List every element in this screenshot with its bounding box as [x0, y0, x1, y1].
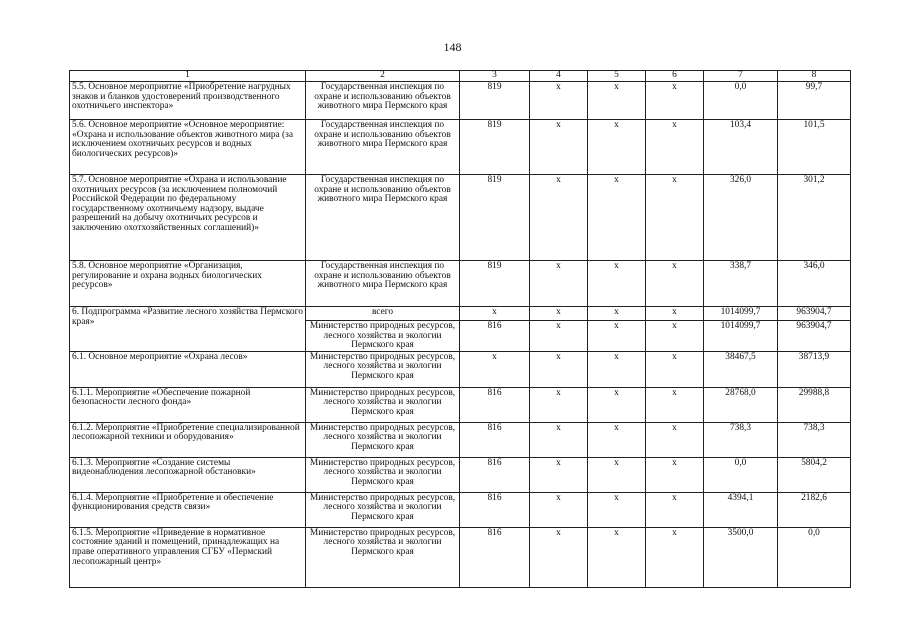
code-cell: 819 [460, 120, 530, 175]
amount-cell: 1014099,7 [704, 307, 778, 321]
table-row [70, 261, 851, 307]
table-row [70, 307, 851, 321]
cell: х [646, 82, 704, 120]
code-cell: 816 [460, 527, 530, 587]
amount-cell: 963904,7 [778, 321, 851, 352]
activity-name: 6.1.2. Мероприятие «Приобретение специализированной лесопожарной техники и оборудования» [70, 422, 306, 457]
amount-cell: 0,0 [704, 457, 778, 492]
amount-cell: 1014099,7 [704, 321, 778, 352]
cell: х [646, 527, 704, 587]
responsible-agency: Государственная инспекция по охране и использованию объектов животного мира Пермского края [306, 120, 460, 175]
column-header: 4 [530, 71, 588, 82]
amount-cell: 738,3 [778, 422, 851, 457]
amount-cell: 38467,5 [704, 351, 778, 387]
activity-name: 5.5. Основное мероприятие «Приобретение нагрудных знаков и бланков удостоверений производственного охотничьего инспектора» [70, 82, 306, 120]
activity-name: 6.1.4. Мероприятие «Приобретение и обеспечение функционирования средств связи» [70, 492, 306, 527]
responsible-agency: Государственная инспекция по охране и использованию объектов животного мира Пермского края [306, 261, 460, 307]
column-header: 2 [306, 71, 460, 82]
amount-cell: 0,0 [704, 82, 778, 120]
column-header: 5 [588, 71, 646, 82]
activity-name: 5.8. Основное мероприятие «Организация, регулирование и охрана водных биологических ресурсов» [70, 261, 306, 307]
cell: х [646, 422, 704, 457]
cell: х [588, 387, 646, 422]
table-header-row [70, 71, 851, 82]
column-header: 3 [460, 71, 530, 82]
code-cell: 819 [460, 261, 530, 307]
amount-cell: 338,7 [704, 261, 778, 307]
cell: х [530, 492, 588, 527]
cell: х [530, 307, 588, 321]
activity-name: 6.1.5. Мероприятие «Приведение в нормативное состояние зданий и помещений, принадлежащих на праве оперативного управления СГБУ «Пермский лесопожарный центр» [70, 527, 306, 587]
cell: х [530, 321, 588, 352]
activity-name: 5.6. Основное мероприятие «Основное мероприятие: «Охрана и использование объектов животного мира (за исключением охотничьих ресурсов и водных биологических ресурсов)» [70, 120, 306, 175]
cell: х [646, 492, 704, 527]
table-row [70, 120, 851, 175]
table-row [70, 492, 851, 527]
cell: х [588, 82, 646, 120]
cell: х [588, 422, 646, 457]
table-row [70, 457, 851, 492]
amount-cell: 29988,8 [778, 387, 851, 422]
responsible-agency: Министерство природных ресурсов, лесного хозяйства и экологии Пермского края [306, 321, 460, 352]
cell: х [646, 120, 704, 175]
table-row [70, 175, 851, 261]
amount-cell: 3500,0 [704, 527, 778, 587]
amount-cell: 301,2 [778, 175, 851, 261]
amount-cell: 738,3 [704, 422, 778, 457]
column-header: 8 [778, 71, 851, 82]
cell: х [530, 422, 588, 457]
code-cell: 816 [460, 422, 530, 457]
cell: х [588, 492, 646, 527]
cell: х [646, 175, 704, 261]
cell: х [588, 321, 646, 352]
responsible-agency: Государственная инспекция по охране и использованию объектов животного мира Пермского края [306, 175, 460, 261]
cell: х [588, 527, 646, 587]
amount-cell: 99,7 [778, 82, 851, 120]
activity-name: 6.1. Основное мероприятие «Охрана лесов» [70, 351, 306, 387]
code-cell: 819 [460, 175, 530, 261]
table-row [70, 527, 851, 587]
amount-cell: 2182,6 [778, 492, 851, 527]
amount-cell: 28768,0 [704, 387, 778, 422]
column-header: 7 [704, 71, 778, 82]
table-row [70, 82, 851, 120]
responsible-agency: Министерство природных ресурсов, лесного хозяйства и экологии Пермского края [306, 527, 460, 587]
table-row [70, 351, 851, 387]
amount-cell: 5804,2 [778, 457, 851, 492]
cell: х [646, 351, 704, 387]
responsible-agency: Министерство природных ресурсов, лесного хозяйства и экологии Пермского края [306, 492, 460, 527]
budget-table [69, 70, 851, 588]
cell: х [588, 457, 646, 492]
column-header: 1 [70, 71, 306, 82]
responsible-agency: всего [306, 307, 460, 321]
cell: х [530, 82, 588, 120]
cell: х [646, 457, 704, 492]
table-row [70, 387, 851, 422]
cell: х [530, 387, 588, 422]
code-cell: х [460, 307, 530, 321]
cell: х [588, 351, 646, 387]
responsible-agency: Министерство природных ресурсов, лесного хозяйства и экологии Пермского края [306, 422, 460, 457]
code-cell: 816 [460, 387, 530, 422]
cell: х [646, 307, 704, 321]
amount-cell: 101,5 [778, 120, 851, 175]
table-row [70, 422, 851, 457]
responsible-agency: Министерство природных ресурсов, лесного хозяйства и экологии Пермского края [306, 387, 460, 422]
cell: х [588, 120, 646, 175]
activity-name: 6.1.3. Мероприятие «Создание системы видеонаблюдения лесопожарной обстановки» [70, 457, 306, 492]
cell: х [530, 175, 588, 261]
cell: х [530, 351, 588, 387]
code-cell: 816 [460, 457, 530, 492]
amount-cell: 103,4 [704, 120, 778, 175]
cell: х [530, 120, 588, 175]
amount-cell: 326,0 [704, 175, 778, 261]
cell: х [588, 175, 646, 261]
subprogram-name: 6. Подпрограмма «Развитие лесного хозяйства Пермского края» [70, 307, 306, 352]
column-header: 6 [646, 71, 704, 82]
responsible-agency: Государственная инспекция по охране и использованию объектов животного мира Пермского края [306, 82, 460, 120]
responsible-agency: Министерство природных ресурсов, лесного хозяйства и экологии Пермского края [306, 351, 460, 387]
amount-cell: 346,0 [778, 261, 851, 307]
activity-name: 6.1.1. Мероприятие «Обеспечение пожарной безопасности лесного фонда» [70, 387, 306, 422]
cell: х [588, 307, 646, 321]
page-number: 148 [443, 40, 462, 54]
activity-name: 5.7. Основное мероприятие «Охрана и использование охотничьих ресурсов (за исключением полномочий Российской Федерации по федеральному государственному охотничьему надзору, выдаче разрешений на добычу охотничьих ресурсов и заключению охотхозяйственных соглашений)» [70, 175, 306, 261]
cell: х [530, 527, 588, 587]
code-cell: 819 [460, 82, 530, 120]
cell: х [530, 261, 588, 307]
cell: х [530, 457, 588, 492]
cell: х [646, 321, 704, 352]
cell: х [588, 261, 646, 307]
amount-cell: 4394,1 [704, 492, 778, 527]
responsible-agency: Министерство природных ресурсов, лесного хозяйства и экологии Пермского края [306, 457, 460, 492]
code-cell: 816 [460, 492, 530, 527]
cell: х [646, 261, 704, 307]
code-cell: 816 [460, 321, 530, 352]
amount-cell: 0,0 [778, 527, 851, 587]
cell: х [646, 387, 704, 422]
amount-cell: 963904,7 [778, 307, 851, 321]
amount-cell: 38713,9 [778, 351, 851, 387]
code-cell: х [460, 351, 530, 387]
